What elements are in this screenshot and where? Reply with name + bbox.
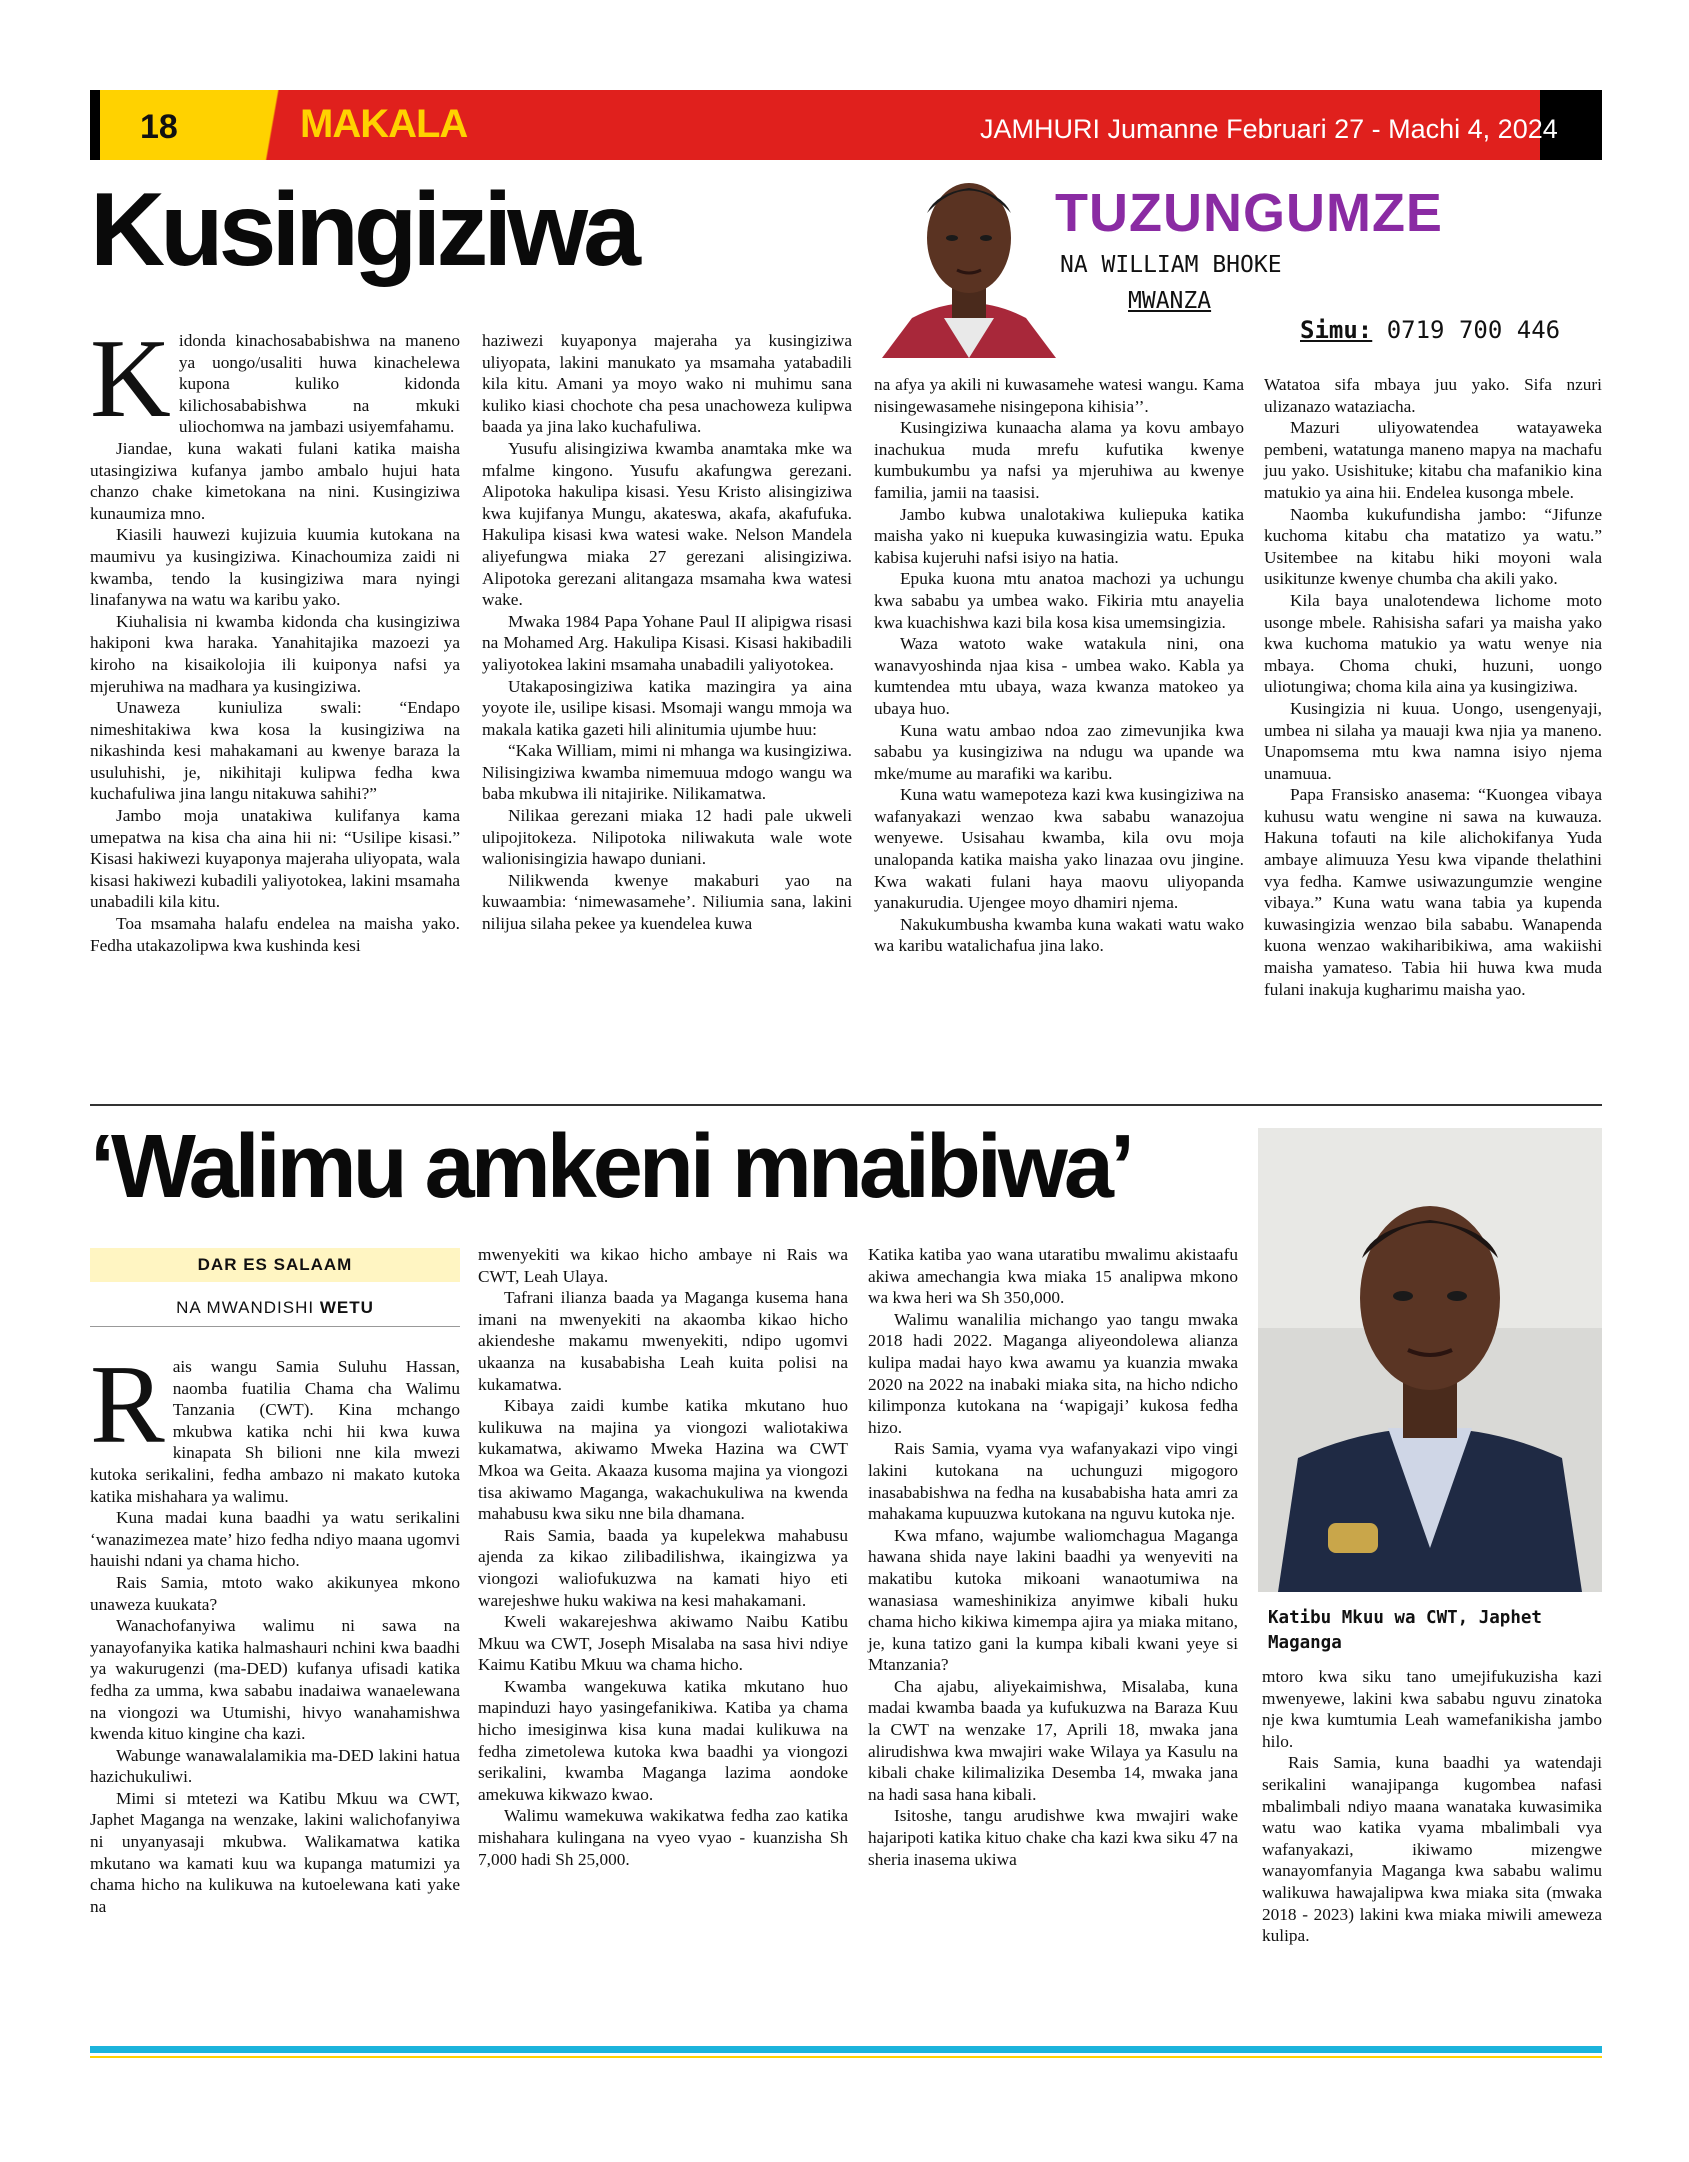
paragraph: Nakukumbusha kwamba kuna wakati watu wako wa karibu watalichafua jina lako. — [874, 914, 1244, 956]
byline-name: WETU — [319, 1298, 374, 1317]
author-phone — [1300, 316, 1560, 344]
paragraph: Naomba kukufundisha jambo: “Jifunze kuchoma kitabu cha matatizo ya watu.” Usitembee na kitabu hiki moyoni wala usikitunze kwenye chumba cha akili yako. — [1264, 504, 1602, 589]
paragraph: Walimu wanalilia michango yao tangu mwaka 2018 hadi 2022. Maganga aliyeondolewa alianza kulipa madai hayo kwa awamu ya kuanzia mwaka 2020 na 2022 na inabaki miaka sita, na hicho ndicho kilimponza kutokana na ‘wapigaji’ kukosa fedha hizo. — [868, 1309, 1238, 1437]
paragraph: Kiasili hauwezi kujizuia kuumia kutokana na maumivu ya kusingiziwa. Kinachoumiza zaidi ni kwamba, tendo la kusingiziwa mara nyingi linafanywa na watu wa karibu yako. — [90, 525, 460, 610]
article2-column-1 — [90, 1343, 460, 1917]
paragraph: Rais Samia, vyama vya wafanyakazi vipo vingi lakini kutokana na uchunguzi migogoro inasababishwa na fedha na kusababisha hata amri za mahakama kupuuzwa kutokana na nguvu kutoka nje. — [868, 1439, 1238, 1524]
official-portrait — [1258, 1128, 1602, 1592]
article2-dateline: DAR ES SALAAM — [90, 1248, 460, 1282]
photo-caption: Katibu Mkuu wa CWT, Japhet Maganga — [1268, 1608, 1542, 1653]
byline-prefix: NA MWANDISHI — [176, 1298, 315, 1317]
paragraph: Jambo kubwa unalotakiwa kuliepuka katika maisha yako ni kuepuka kuwasingizia watu. Epuka kabisa kujeruhi nafsi isiyo na hatia. — [874, 504, 1244, 567]
article1-dropcap: K — [90, 317, 171, 441]
paragraph: idonda kinachosababishwa na maneno ya uongo/usaliti huwa kinachelewa kupona kuliko kidonda kilichosababishwa na mkuki uliochomwa na jambazi usiyemfahamu. — [178, 331, 460, 437]
paragraph: mwenyekiti wa kikao hicho ambaye ni Rais wa CWT, Leah Ulaya. — [478, 1245, 848, 1286]
paragraph: Waza watoto wake watakula nini, ona wanavyoshinda njaa kisa - umbea wako. Kabla ya kumtendea mtu ubaya, waza kwanza matokeo ya ubaya huo. — [874, 634, 1244, 718]
article-divider — [90, 1104, 1602, 1106]
column-name: TUZUNGUMZE — [1055, 183, 1443, 243]
paragraph: “Kaka William, mimi ni mhanga wa kusingiziwa. Nilisingiziwa kwamba nimemuua mdogo wangu wa baba mkubwa ili nitajirike. Nilikamatwa. — [482, 741, 852, 804]
paragraph: Walimu wamekuwa wakikatwa fedha zao katika mishahara kulingana na vyeo vyao - kuanzisha Sh 7,000 hadi Sh 25,000. — [478, 1806, 848, 1869]
paragraph: Kwamba wangekuwa katika mkutano huo mapinduzi hayo yasingefanikiwa. Katiba ya chama hicho imesiginwa kisa kuna madai kulikuwa na fedha zimetolewa kutoka kwa baadhi ya viongozi serikalini, kwamba Maganga lazima aondoke amekuwa kikwazo kwao. — [478, 1676, 848, 1804]
paragraph: Nilikwenda kwenye makaburi yao na kuwaambia: ‘nimewasamehe’. Niliumia sana, lakini nilijua silaha pekee ya kuendelea kuwa — [482, 870, 852, 934]
paragraph: Tafrani ilianza baada ya Maganga kusema hana imani na mwenyekiti na akaomba kikao hicho akiendeshe makamu mwenyekiti, ndipo ugomvi ukaanza na kusababisha Leah kuita polisi na kukamatwa. — [478, 1288, 848, 1394]
paragraph: Kiuhalisia ni kwamba kidonda cha kusingiziwa hakiponi kwa haraka. Yanahitajika mazoezi ya kiroho na kisaikolojia ili kuiponya nafsi ya mjeruhiwa na madhara ya kusingiziwa. — [90, 611, 460, 696]
page-number: 18 — [140, 108, 178, 146]
paragraph: Jambo moja unatakiwa kulifanya kama umepatwa na kisa cha aina hii ni: “Usilipe kisasi.” Kisasi hakiwezi kuyaponya majeraha uliyopata, wala kisasi hakiwezi kubadili yaliyotokea, lakini msamaha unabadili kila kitu. — [90, 806, 460, 912]
paragraph: Rais Samia, mtoto wako akikunyea mkono unaweza kuukata? — [90, 1572, 460, 1614]
footer-rule-yellow — [90, 2056, 1602, 2058]
article2-byline — [90, 1298, 460, 1318]
paragraph: Cha ajabu, aliyekaimishwa, Misalaba, kuna madai kwamba baada ya kufukuzwa na Baraza Kuu la CWT na wenzake 17, Aprili 18, mwaka jana alirudishwa kwa mwajiri wake Wilaya ya Kasulu na kibali chake kilimalizika Desemba 14, mwaka jana na hadi sasa hana kibali. — [868, 1676, 1238, 1804]
article1-byline: NA WILLIAM BHOKE — [1060, 252, 1282, 278]
paragraph: Watatoa sifa mbaya juu yako. Sifa nzuri ulizanazo wataziacha. — [1264, 375, 1602, 416]
paragraph: Unaweza kuniuliza swali: “Endapo nimeshitakiwa kwa kosa la kusingiziwa na nikashinda kesi mahakamani au kwenye baraza la usuluhishi, je, nikihitaji kulipwa fedha kwa kuchafuliwa jina langu nitakuwa sahihi?” — [90, 698, 460, 804]
paragraph: mtoro kwa siku tano umejifukuzisha kazi mwenyewe, lakini kwa sababu nguvu zinatoka nje kwa kumtumia Leah wamefanikisha jambo hilo. — [1262, 1667, 1602, 1751]
paragraph: Yusufu alisingiziwa kwamba anamtaka mke wa mfalme kingono. Yusufu akafungwa gerezani. Alipotoka hakulipa kisasi. Yesu Kristo alisingiziwa kwa kujifanya Mungu, akateswa, akafa, akafufuka. Hakulipa kisasi kwa watesi wake. Nelson Mandela aliyefungwa miaka 27 gerezani alisingiziwa. Alipotoka gerezani alitangaza msamaha kwa watesi wake. — [482, 438, 852, 610]
paragraph: haziwezi kuyaponya majeraha ya kusingiziwa uliyopata, lakini manukato ya msamaha yatabadili kila kitu. Amani ya moyo wako ni muhimu sana kuliko kiasi chochote cha pesa unachoweza kulipwa baada ya jina lako kuchafuliwa. — [482, 331, 852, 437]
article2-dropcap: R — [90, 1343, 165, 1467]
paragraph: ais wangu Samia Suluhu Hassan, naomba fuatilia Chama cha Walimu Tanzania (CWT). Kina mchango mkubwa katika nchi hii kwa kuwa kinapata Sh bilioni nne kila mwezi kutoka serikalini, fedha ambazo ni makato kutoka katika mishahara ya walimu. — [90, 1357, 460, 1506]
paragraph: Utakaposingiziwa katika mazingira ya aina yoyote ile, usilipe kisasi. Msomaji wangu mmoja wa makala katika gazeti hili alinitumia ujumbe huu: — [482, 676, 852, 739]
paragraph: Toa msamaha halafu endelea na maisha yako. Fedha utakazolipwa kwa kushinda kesi — [90, 914, 460, 955]
paragraph: Kweli wakarejeshwa akiwamo Naibu Katibu Mkuu wa CWT, Joseph Misalaba na sasa hivi ndiye Kaimu Katibu Mkuu wa chama hicho. — [478, 1612, 848, 1675]
article2-column-2 — [478, 1244, 848, 1870]
paragraph: Kuna madai kuna baadhi ya watu serikalini ‘wanazimezea mate’ hizo fedha ndiyo maana ugomvi hauishi ndani ya chama hicho. — [90, 1508, 460, 1571]
publication-dateline: JAMHURI Jumanne Februari 27 - Machi 4, 2024 — [980, 114, 1558, 144]
paragraph: Jiandae, kuna wakati fulani katika maisha utasingiziwa kufanya jambo ambalo hujui hata chanzo chake kimetokana na nini. Kusingiziwa kunaumiza mno. — [90, 438, 460, 523]
paragraph: Kusingizia ni kuua. Uongo, usengenyaji, umbea ni silaha ya mauaji kwa njia ya maneno. Unapomsema mtu kwa namna isiyo njema unamuua. — [1264, 698, 1602, 783]
paragraph: na afya ya akili ni kuwasamehe watesi wangu. Kama nisingewasamehe nisingepona kihisia’’. — [874, 375, 1244, 416]
paragraph: Mimi si mtetezi wa Katibu Mkuu wa CWT, Japhet Maganga na wenzake, lakini walichofanyiwa ni unyanyasaji mkubwa. Walikamatwa katika mkutano wa kamati kuu wa kupanga matumizi ya chama hicho na kulikuwa na kutoelewana kati yake na — [90, 1788, 460, 1916]
paragraph: Katika katiba yao wana utaratibu mwalimu akistaafu akiwa amechangia kwa miaka 15 analipwa mkono wa kwa heri wa Sh 350,000. — [868, 1245, 1238, 1308]
paragraph: Rais Samia, baada ya kupelekwa mahabusu ajenda za kikao zilibadilishwa, ikaingizwa ya viongozi waliofukuzwa na kamati hiyo eti warejeshwe huku wakiwa na kesi mahakamani. — [478, 1525, 848, 1610]
paragraph: Papa Fransisko anasema: “Kuongea vibaya kuhusu watu wengine ni sawa na kuwauza. Hakuna tofauti na kile alichokifanya Yuda ambaye alimuuza Yesu kwa vipande thelathini vya fedha. Kamwe usiwazungumzie wengine vibaya.” Kuna watu wana tabia ya kupenda kuwasingizia wenzao bila sababu. Wanapenda kuona wenzao wakiharibikiwa, ama wakiishi maisha yamateso. Tabia hii huwa kwa muda fulani inakuja kugharimu maisha yao. — [1264, 785, 1602, 999]
byline-rule — [90, 1326, 460, 1327]
phone-label: Simu: — [1300, 316, 1373, 344]
paragraph: Rais Samia, kuna baadhi ya watendaji serikalini wanajipanga kugombea nafasi mbalimbali ndiyo maana wanataka kuwasimika watu wao katika vyama mbalimbali vya wafanyakazi, ikiwamo mizengwe wanayomfanyia Maganga kwa sababu walimu walikuwa hawajalipwa kwa miaka sita (mwaka 2018 - 2023) lakini kwa miaka miwili ameweza kulipa. — [1262, 1753, 1602, 1946]
paragraph: Nilikaa gerezani miaka 12 hadi pale ukweli ulipojitokeza. Nilipotoka niliwakuta wale wote walionisingizia hawapo duniani. — [482, 806, 852, 869]
paragraph: Kwa mfano, wajumbe waliomchagua Maganga hawana shida naye lakini baadhi ya wenyeviti na makatibu kutoka mikoani wanaotumiwa na wanasiasa wameshinikiza anyimwe kibali huku chama hicho kikiwa kimempa ajira ya miaka mitano, je, kuna tatizo gani la kumpa kibali kwani yeye si Mtanzania? — [868, 1525, 1238, 1675]
author-portrait — [872, 158, 1066, 358]
phone-number: 0719 700 446 — [1386, 316, 1561, 344]
article1-column-2 — [482, 330, 852, 935]
paragraph: Mwaka 1984 Papa Yohane Paul II alipigwa risasi na Mohamed Arg. Hakulipa Kisasi. Kisasi hakibadili yaliyotokea lakini msamaha unabadili yaliyotokea. — [482, 611, 852, 674]
paragraph: Kuna watu ambao ndoa zao zimevunjika kwa sababu ya kusingiziwa na ndugu wa upande wa mke/mume au marafiki wa karibu. — [874, 720, 1244, 783]
article2-column-3 — [868, 1244, 1238, 1870]
paragraph: Kusingiziwa kunaacha alama ya kovu ambayo inachukua muda mrefu kufutika kwenye kumbukumbu ya nafsi ya mjeruhiwa au kwenye familia, jamii na taasisi. — [874, 418, 1244, 502]
section-label: MAKALA — [300, 102, 468, 146]
article2-column-4 — [1262, 1666, 1602, 1947]
paragraph: Kibaya zaidi kumbe katika mkutano huo kulikuwa na majina ya viongozi waliotakiwa kukamatwa, akiwamo Mweka Hazina wa CWT Mkoa wa Geita. Akaaza kusoma majina ya viongozi tisa akiwamo Maganga, wakachukuliwa na kwenda mahabusu kwa siku nne bila dhamana. — [478, 1396, 848, 1524]
article2-headline: ‘Walimu amkeni mnaibiwa’ — [90, 1117, 1131, 1217]
article1-column-4 — [1264, 374, 1602, 1000]
article1-location: MWANZA — [1128, 288, 1212, 314]
paragraph: Mazuri uliyowatendea watayaweka pembeni, watatunga maneno mapya na machafu juu yako. Usishituke; kitabu cha mafanikio kina matukio ya aina hii. Endelea kusonga mbele. — [1264, 418, 1602, 502]
paragraph: Kila baya unalotendewa lichome moto usonge mbele. Rahisisha safari ya maisha yako kwa kuchoma matukio ya watu wenye nia mbaya. Choma chuki, huzuni, uongo uliotungiwa; choma kila aina ya kusingiziwa. — [1264, 590, 1602, 697]
article1-column-1 — [90, 317, 460, 956]
paragraph: Isitoshe, tangu arudishwe kwa mwajiri wake hajaripoti katika kituo chake cha kazi kwa siku 47 na sheria inasema ukiwa — [868, 1806, 1238, 1869]
footer-rule-blue — [90, 2046, 1602, 2053]
paragraph: Epuka kuona mtu anatoa machozi ya uchungu kwa sababu ya umbea wako. Fikiria mtu anayelia kwa kuachishwa kazi bila kosa kisa umemsingizia. — [874, 569, 1244, 632]
paragraph: Wabunge wanawalalamikia ma-DED lakini hatua hazichukuliwi. — [90, 1745, 460, 1787]
article1-headline: Kusingiziwa — [90, 172, 636, 288]
paragraph: Wanachofanyiwa walimu ni sawa na yanayofanyika katika halmashauri nchini kwa baadhi ya wakurugenzi (ma-DED) kufanya ufisadi katika fedha za umma, kwa sababu inadaiwa wanaelewana na viongozi wa Utumishi, hivyo wanahamishwa kwenda kituo kingine cha kazi. — [90, 1616, 460, 1744]
paragraph: Kuna watu wamepoteza kazi kwa kusingiziwa na wafanyakazi wenzao kwa sababu wanazojua wenyewe. Usisahau kwamba, kila ovu moja unalopanda katika maisha yako linazaa ovu jingine. Kwa wakati fulani haya maovu uliyopanda yanakurudia. Ujengee moyo dhamiri njema. — [874, 785, 1244, 913]
article1-column-3 — [874, 374, 1244, 957]
